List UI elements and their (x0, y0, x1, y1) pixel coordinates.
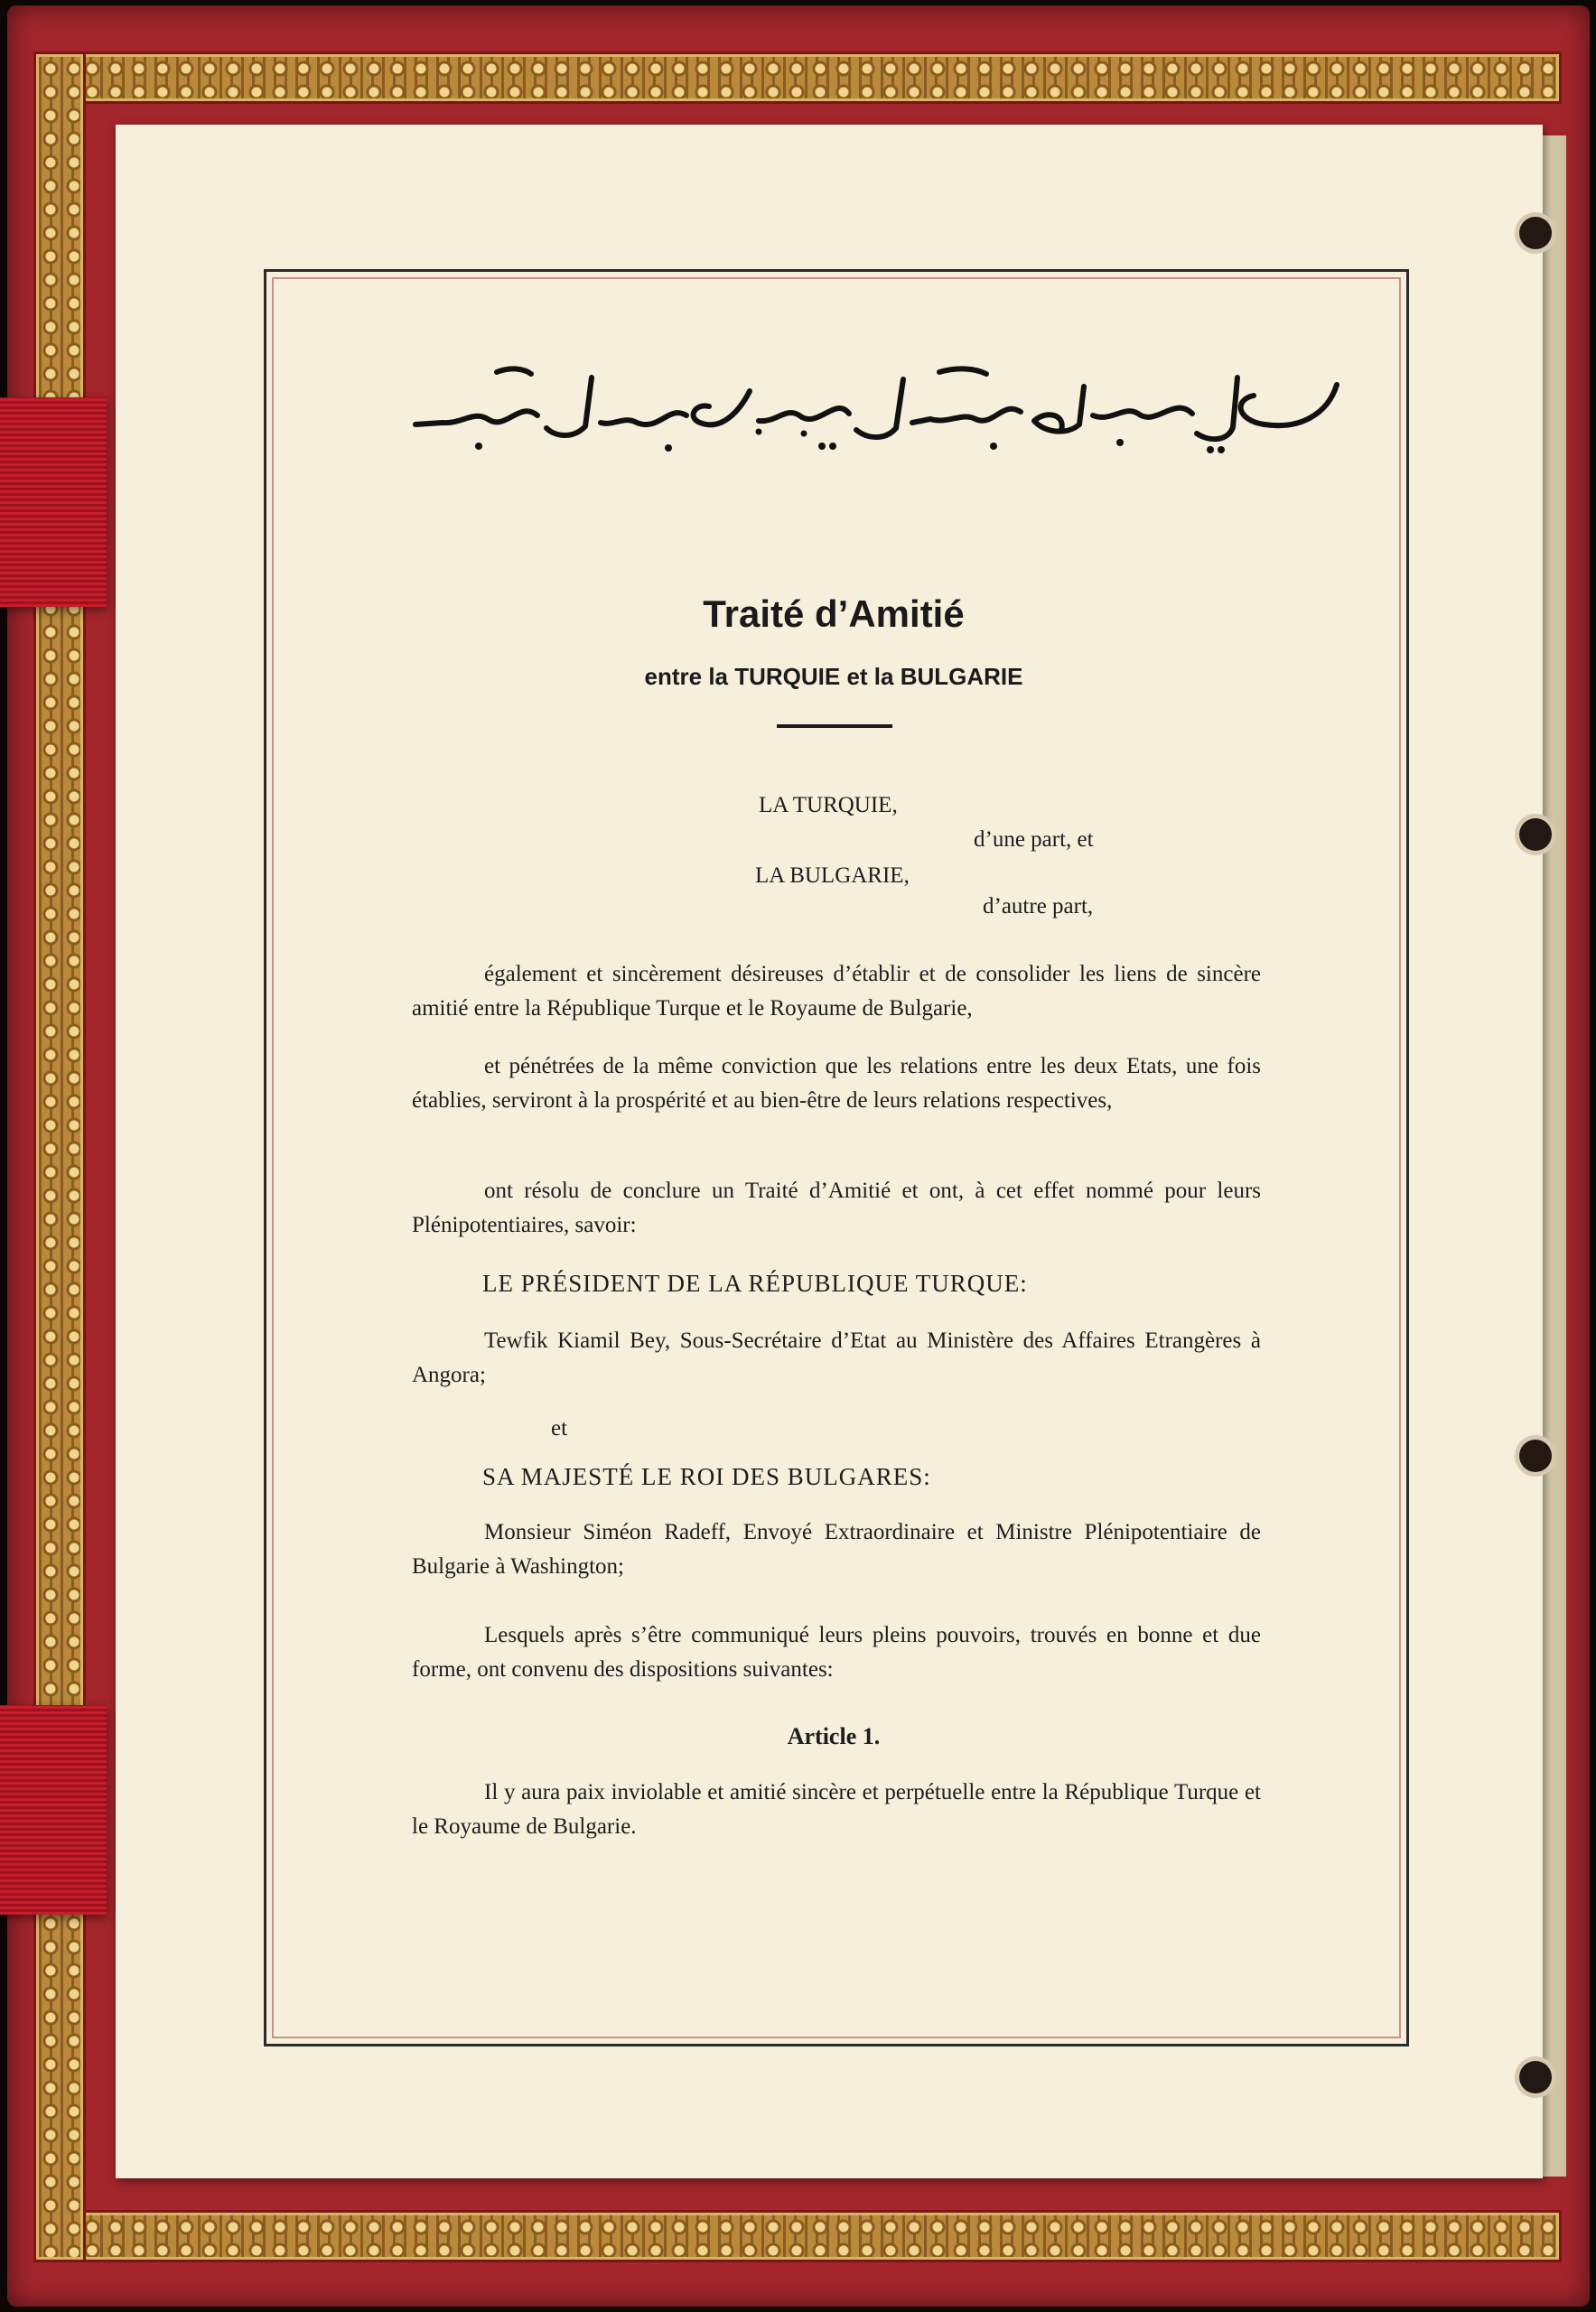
punch-hole (1519, 1440, 1552, 1472)
punch-hole (1519, 2061, 1552, 2093)
punch-hole (1519, 217, 1552, 249)
calligraphy-svg (397, 359, 1355, 459)
ribbon-tie-bottom (0, 1705, 107, 1915)
bulgaria-plenipotentiary-heading: SA MAJESTÉ LE ROI DES BULGARES: (482, 1463, 931, 1490)
bulgaria-plenipotentiary: Monsieur Siméon Radeff, Envoyé Extraordinaire et Ministre Plénipotentiaire de Bulgarie à Washington; (412, 1520, 1261, 1579)
party-bulgaria: LA BULGARIE, (755, 863, 910, 888)
arabic-calligraphy-title (397, 359, 1355, 459)
preamble-paragraph-1: également et sincèrement désireuses d’établir et de consolider les liens de sincère amitié entre la République Turque et le Royaume de Bulgarie, (412, 962, 1261, 1021)
party-bulgaria-note: d’autre part, (983, 894, 1094, 918)
ribbon-tie-top (0, 397, 107, 607)
party-turkey: LA TURQUIE, (759, 793, 898, 817)
treaty-subtitle: entre la TURQUIE et la BULGARIE (644, 663, 1023, 690)
article-heading: Article 1. (787, 1723, 881, 1749)
turkey-plenipotentiary: Tewfik Kiamil Bey, Sous-Secrétaire d’Etat au Ministère des Affaires Etrangères à Angora; (412, 1328, 1261, 1387)
preamble-paragraph-2: et pénétrées de la même conviction que les relations entre les deux Etats, une fois établies, serviront à la prospérité et au bien-être de leurs relations respectives, (412, 1054, 1261, 1113)
punch-hole (1519, 818, 1552, 851)
closing-paragraph: Lesquels après s’être communiqué leurs pleins pouvoirs, trouvés en bonne et due forme, ont convenu des dispositions suivantes: (412, 1623, 1261, 1682)
article-1-text: Il y aura paix inviolable et amitié sincère et perpétuelle entre la République Turque et le Royaume de Bulgarie. (412, 1780, 1261, 1839)
party-turkey-note: d’une part, et (974, 827, 1094, 852)
gold-border-bottom (54, 2213, 1559, 2260)
gold-border-top (54, 54, 1559, 101)
gold-border-left (36, 54, 83, 2260)
preamble-paragraph-3: ont résolu de conclure un Traité d’Amitié et ont, à cet effet nommé pour leurs Plénipotentiaires, savoir: (412, 1179, 1261, 1237)
treaty-title: Traité d’Amitié (703, 592, 965, 635)
title-divider (777, 724, 892, 728)
conjunction-et: et (551, 1416, 568, 1440)
turkey-plenipotentiary-heading: LE PRÉSIDENT DE LA RÉPUBLIQUE TURQUE: (482, 1270, 1028, 1297)
